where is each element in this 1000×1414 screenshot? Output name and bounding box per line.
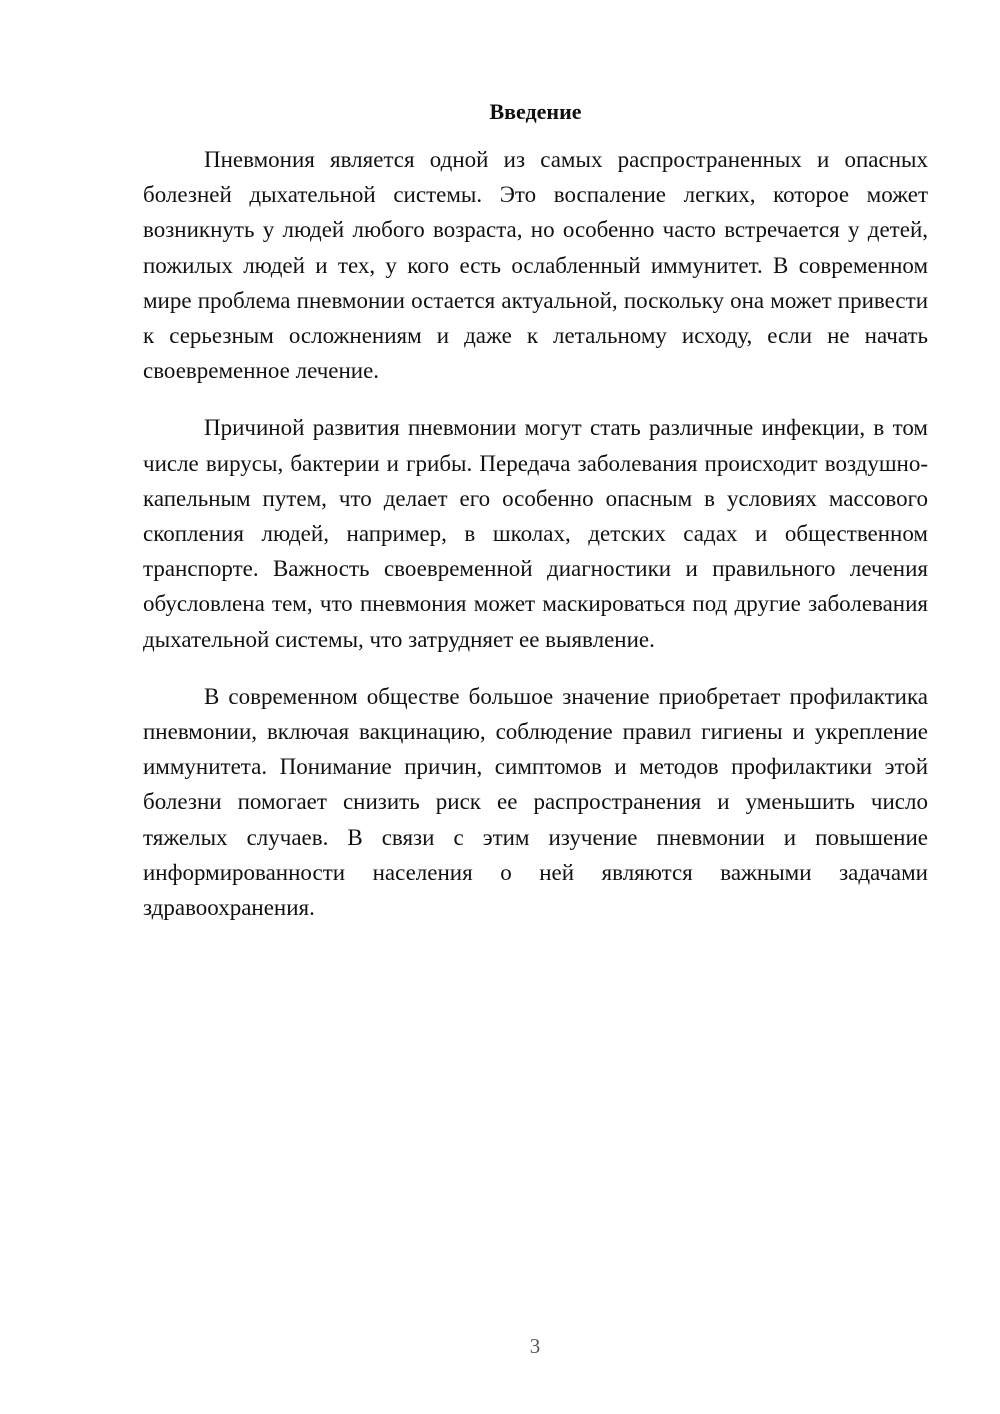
body-text bbox=[143, 142, 928, 947]
paragraph-1: Пневмония является одной из самых распространенных и опасных болезней дыхательной системы. Это воспаление легких, которое может возникнуть у людей любого возраста, но особенно часто встречается у детей, пожилых людей и тех, у кого есть ослабленный иммунитет. В современном мире проблема пневмонии остается актуальной, поскольку она может привести к серьезным осложнениям и даже к летальному исходу, если не начать своевременное лечение. bbox=[143, 147, 928, 384]
paragraph-3: В современном обществе большое значение приобретает профилактика пневмонии, включая вакцинацию, соблюдение правил гигиены и укрепление иммунитета. Понимание причин, симптомов и методов профилактики этой болезни помогает снизить риск ее распространения и уменьшить число тяжелых случаев. В связи с этим изучение пневмонии и повышение информированности населения о ней являются важными задачами здравоохранения. bbox=[143, 683, 928, 921]
page-title: Введение bbox=[489, 99, 582, 124]
paragraph-2: Причиной развития пневмонии могут стать различные инфекции, в том числе вирусы, бактерии и грибы. Передача заболевания происходит воздушно-капельным путем, что делает его особенно опасным в условиях массового скопления людей, например, в школах, детских садах и общественном транспорте. Важность своевременной диагностики и правильного лечения обусловлена тем, что пневмония может маскироваться под другие заболевания дыхательной системы, что затрудняет ее выявление. bbox=[143, 415, 928, 652]
page-number: 3 bbox=[529, 1334, 541, 1358]
